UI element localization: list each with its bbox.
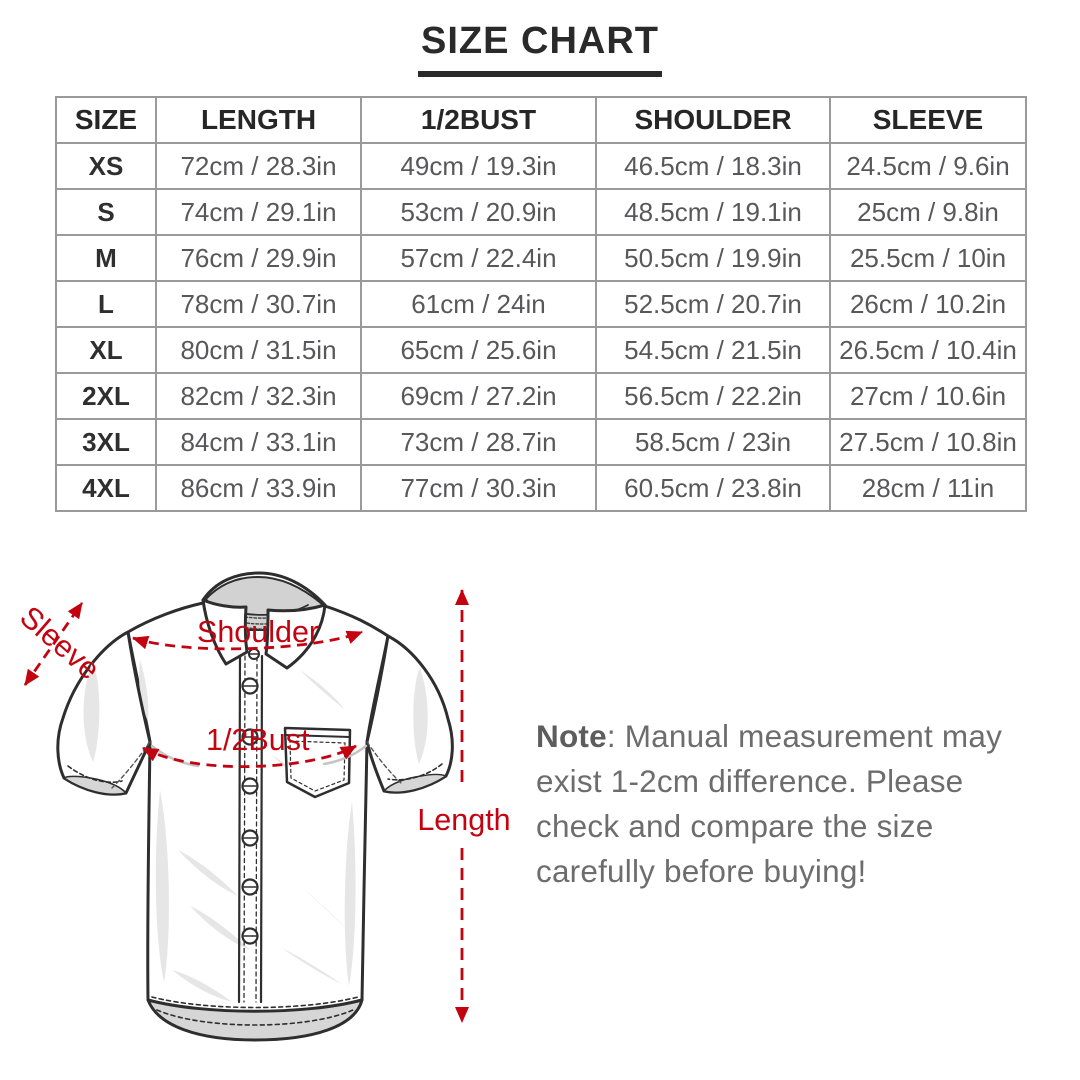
sleeve-label: Sleeve (13, 599, 107, 687)
measurement-cell: 52.5cm / 20.7in (596, 281, 830, 327)
measurement-cell: 25.5cm / 10in (830, 235, 1026, 281)
measurement-cell: 61cm / 24in (361, 281, 596, 327)
size-cell: XL (56, 327, 156, 373)
size-cell: S (56, 189, 156, 235)
shirt-measurement-diagram (0, 550, 520, 1080)
measurement-cell: 48.5cm / 19.1in (596, 189, 830, 235)
measurement-cell: 82cm / 32.3in (156, 373, 361, 419)
table-row (56, 373, 1026, 419)
length-label: Length (417, 803, 511, 837)
page-title: SIZE CHART (418, 20, 662, 77)
measurement-cell: 84cm / 33.1in (156, 419, 361, 465)
measurement-cell: 57cm / 22.4in (361, 235, 596, 281)
col-header-bust: 1/2BUST (361, 97, 596, 143)
measurement-cell: 58.5cm / 23in (596, 419, 830, 465)
size-table (55, 96, 1027, 512)
size-cell: 3XL (56, 419, 156, 465)
size-cell: 4XL (56, 465, 156, 511)
measurement-cell: 80cm / 31.5in (156, 327, 361, 373)
col-header-size: SIZE (56, 97, 156, 143)
table-row (56, 281, 1026, 327)
measurement-cell: 77cm / 30.3in (361, 465, 596, 511)
page-title-wrap (0, 20, 1080, 77)
note-body: : Manual measurement may exist 1-2cm difference. Please check and compare the size carefully before buying! (536, 718, 1003, 889)
measurement-cell: 65cm / 25.6in (361, 327, 596, 373)
col-header-shoulder: SHOULDER (596, 97, 830, 143)
measurement-cell: 46.5cm / 18.3in (596, 143, 830, 189)
table-row (56, 419, 1026, 465)
measurement-cell: 74cm / 29.1in (156, 189, 361, 235)
measurement-cell: 50.5cm / 19.9in (596, 235, 830, 281)
measurement-cell: 86cm / 33.9in (156, 465, 361, 511)
measurement-cell: 54.5cm / 21.5in (596, 327, 830, 373)
measurement-cell: 49cm / 19.3in (361, 143, 596, 189)
measurement-cell: 27cm / 10.6in (830, 373, 1026, 419)
measurement-cell: 26cm / 10.2in (830, 281, 1026, 327)
size-cell: 2XL (56, 373, 156, 419)
table-row (56, 235, 1026, 281)
measurement-cell: 76cm / 29.9in (156, 235, 361, 281)
measurement-cell: 72cm / 28.3in (156, 143, 361, 189)
measurement-note (536, 714, 1014, 894)
note-label: Note (536, 718, 607, 754)
measurement-cell: 78cm / 30.7in (156, 281, 361, 327)
measurement-cell: 56.5cm / 22.2in (596, 373, 830, 419)
col-header-sleeve: SLEEVE (830, 97, 1026, 143)
measurement-cell: 24.5cm / 9.6in (830, 143, 1026, 189)
table-row (56, 465, 1026, 511)
table-row (56, 327, 1026, 373)
table-row (56, 143, 1026, 189)
size-cell: L (56, 281, 156, 327)
table-header-row (56, 97, 1026, 143)
size-cell: XS (56, 143, 156, 189)
table-row (56, 189, 1026, 235)
measurement-cell: 26.5cm / 10.4in (830, 327, 1026, 373)
half-bust-label: 1/2Bust (206, 723, 310, 757)
shoulder-label: Shoulder (197, 615, 320, 649)
col-header-length: LENGTH (156, 97, 361, 143)
measurement-cell: 60.5cm / 23.8in (596, 465, 830, 511)
measurement-cell: 69cm / 27.2in (361, 373, 596, 419)
size-cell: M (56, 235, 156, 281)
measurement-cell: 27.5cm / 10.8in (830, 419, 1026, 465)
measurement-cell: 73cm / 28.7in (361, 419, 596, 465)
measurement-cell: 53cm / 20.9in (361, 189, 596, 235)
measurement-cell: 25cm / 9.8in (830, 189, 1026, 235)
measurement-cell: 28cm / 11in (830, 465, 1026, 511)
